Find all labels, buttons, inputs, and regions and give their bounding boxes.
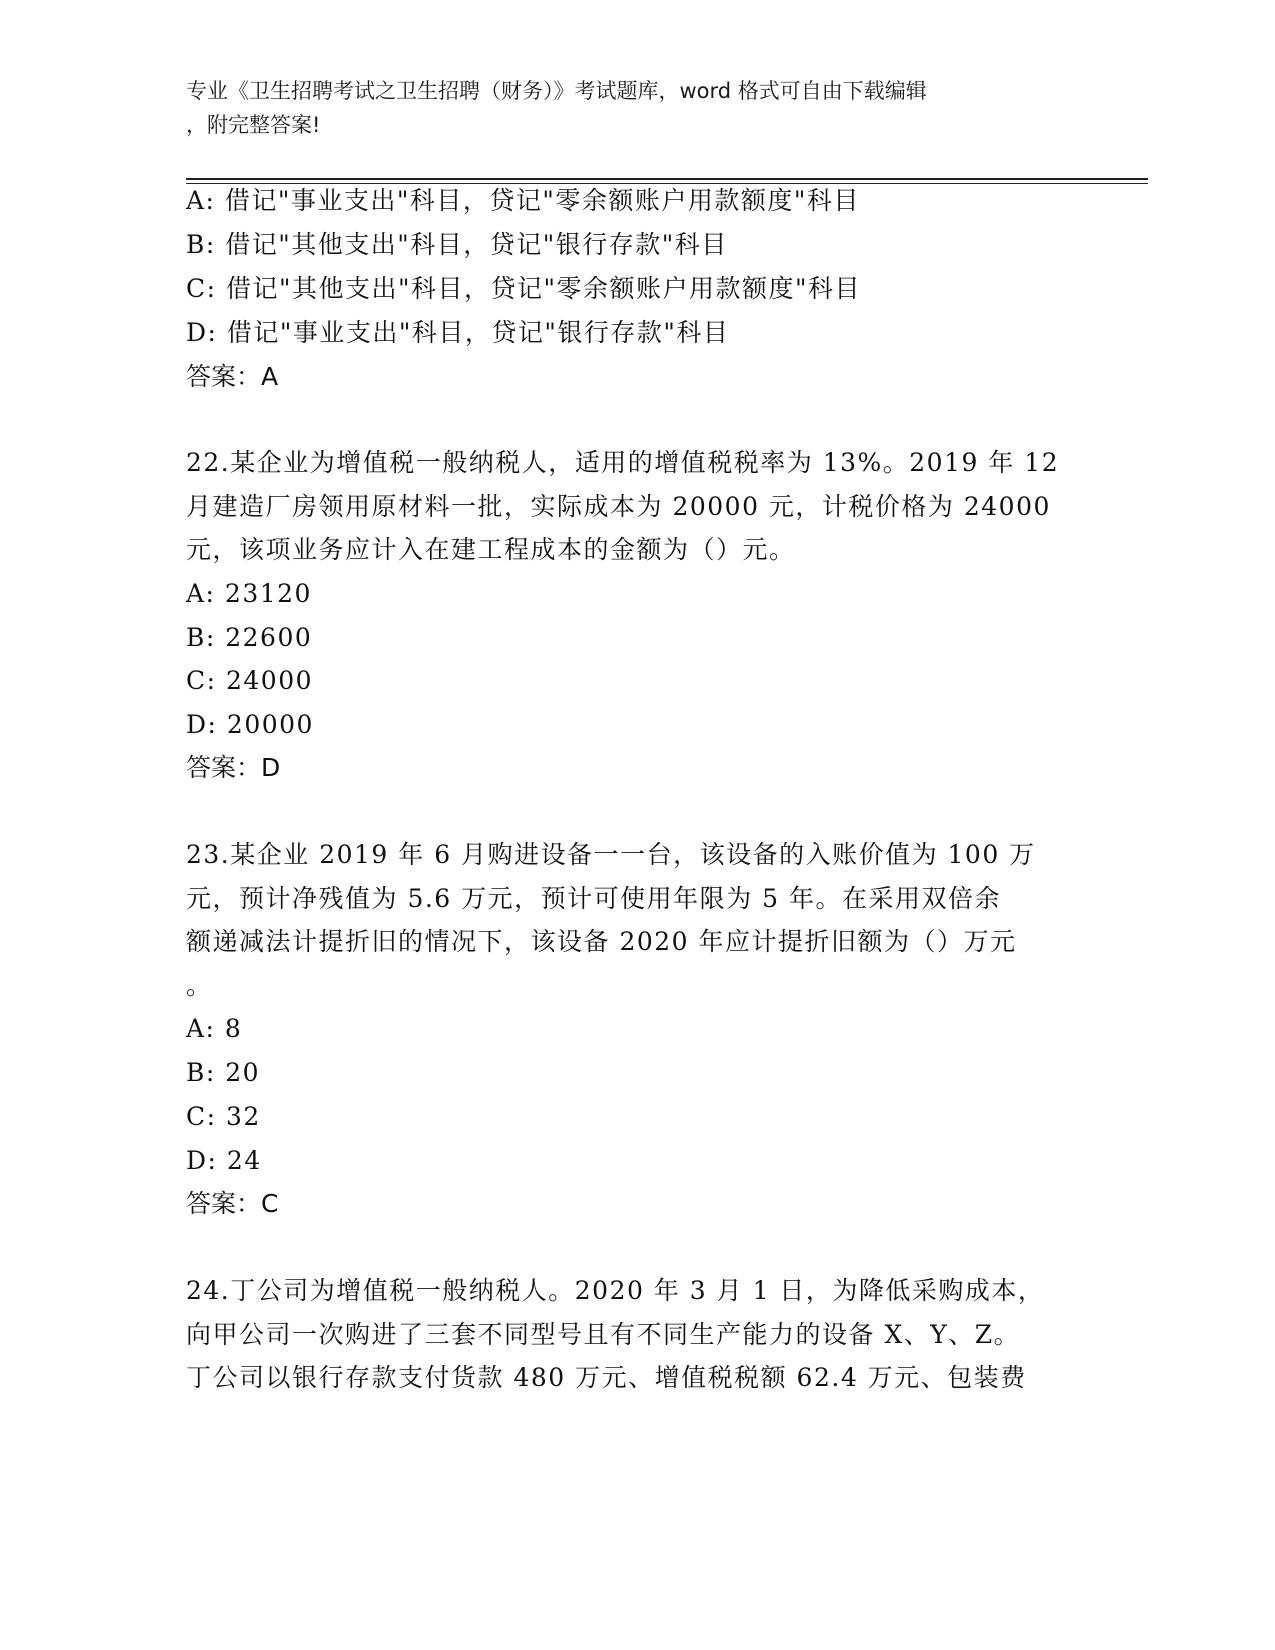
- q21-option-b: B: 借记"其他支出"科目，贷记"银行存款"科目: [186, 230, 728, 259]
- q22-option-d: D: 20000: [186, 710, 314, 739]
- header-line-2: ，附完整答案!: [186, 113, 321, 137]
- q23-answer: 答案：C: [186, 1189, 279, 1218]
- q23-option-d: D: 24: [186, 1146, 262, 1175]
- q21-option-a: A: 借记"事业支出"科目，贷记"零余额账户用款额度"科目: [186, 186, 860, 215]
- q23-option-a: A: 8: [186, 1014, 243, 1043]
- q23-stem-line-2: 元，预计净残值为 5.6 万元，预计可使用年限为 5 年。在采用双倍余: [186, 884, 1001, 913]
- q22-option-b: B: 22600: [186, 623, 313, 652]
- header-divider-thin: [186, 183, 1148, 184]
- q23-stem-line-3: 额递减法计提折旧的情况下，该设备 2020 年应计提折旧额为（）万元: [186, 927, 1017, 956]
- q22-stem-line-2: 月建造厂房领用原材料一批，实际成本为 20000 元，计税价格为 24000: [186, 492, 1051, 521]
- q21-option-c: C: 借记"其他支出"科目，贷记"零余额账户用款额度"科目: [186, 274, 861, 303]
- header-line-1: 专业《卫生招聘考试之卫生招聘（财务）》考试题库，word 格式可自由下载编辑: [186, 79, 927, 103]
- q23-stem-line-1: 23.某企业 2019 年 6 月购进设备一一台，该设备的入账价值为 100 万: [186, 840, 1036, 869]
- q23-option-c: C: 32: [186, 1102, 261, 1131]
- q22-stem-line-1: 22.某企业为增值税一般纳税人，适用的增值税税率为 13%。2019 年 12: [186, 448, 1060, 477]
- q21-option-d: D: 借记"事业支出"科目，贷记"银行存款"科目: [186, 318, 730, 347]
- q22-answer: 答案：D: [186, 753, 281, 782]
- q23-stem-line-4: 。: [186, 971, 213, 1000]
- q24-stem-line-1: 24.丁公司为增值税一般纳税人。2020 年 3 月 1 日，为降低采购成本，: [186, 1276, 1045, 1305]
- header-divider-thick: [186, 178, 1148, 180]
- q22-option-c: C: 24000: [186, 666, 314, 695]
- q21-answer: 答案：A: [186, 362, 279, 391]
- q24-stem-line-3: 丁公司以银行存款支付货款 480 万元、增值税税额 62.4 万元、包装费: [186, 1363, 1027, 1392]
- document-header: [186, 74, 1076, 142]
- q22-option-a: A: 23120: [186, 579, 312, 608]
- q24-stem-line-2: 向甲公司一次购进了三套不同型号且有不同生产能力的设备 X、Y、Z。: [186, 1320, 1021, 1349]
- q23-option-b: B: 20: [186, 1058, 261, 1087]
- q22-stem-line-3: 元，该项业务应计入在建工程成本的金额为（）元。: [186, 535, 796, 564]
